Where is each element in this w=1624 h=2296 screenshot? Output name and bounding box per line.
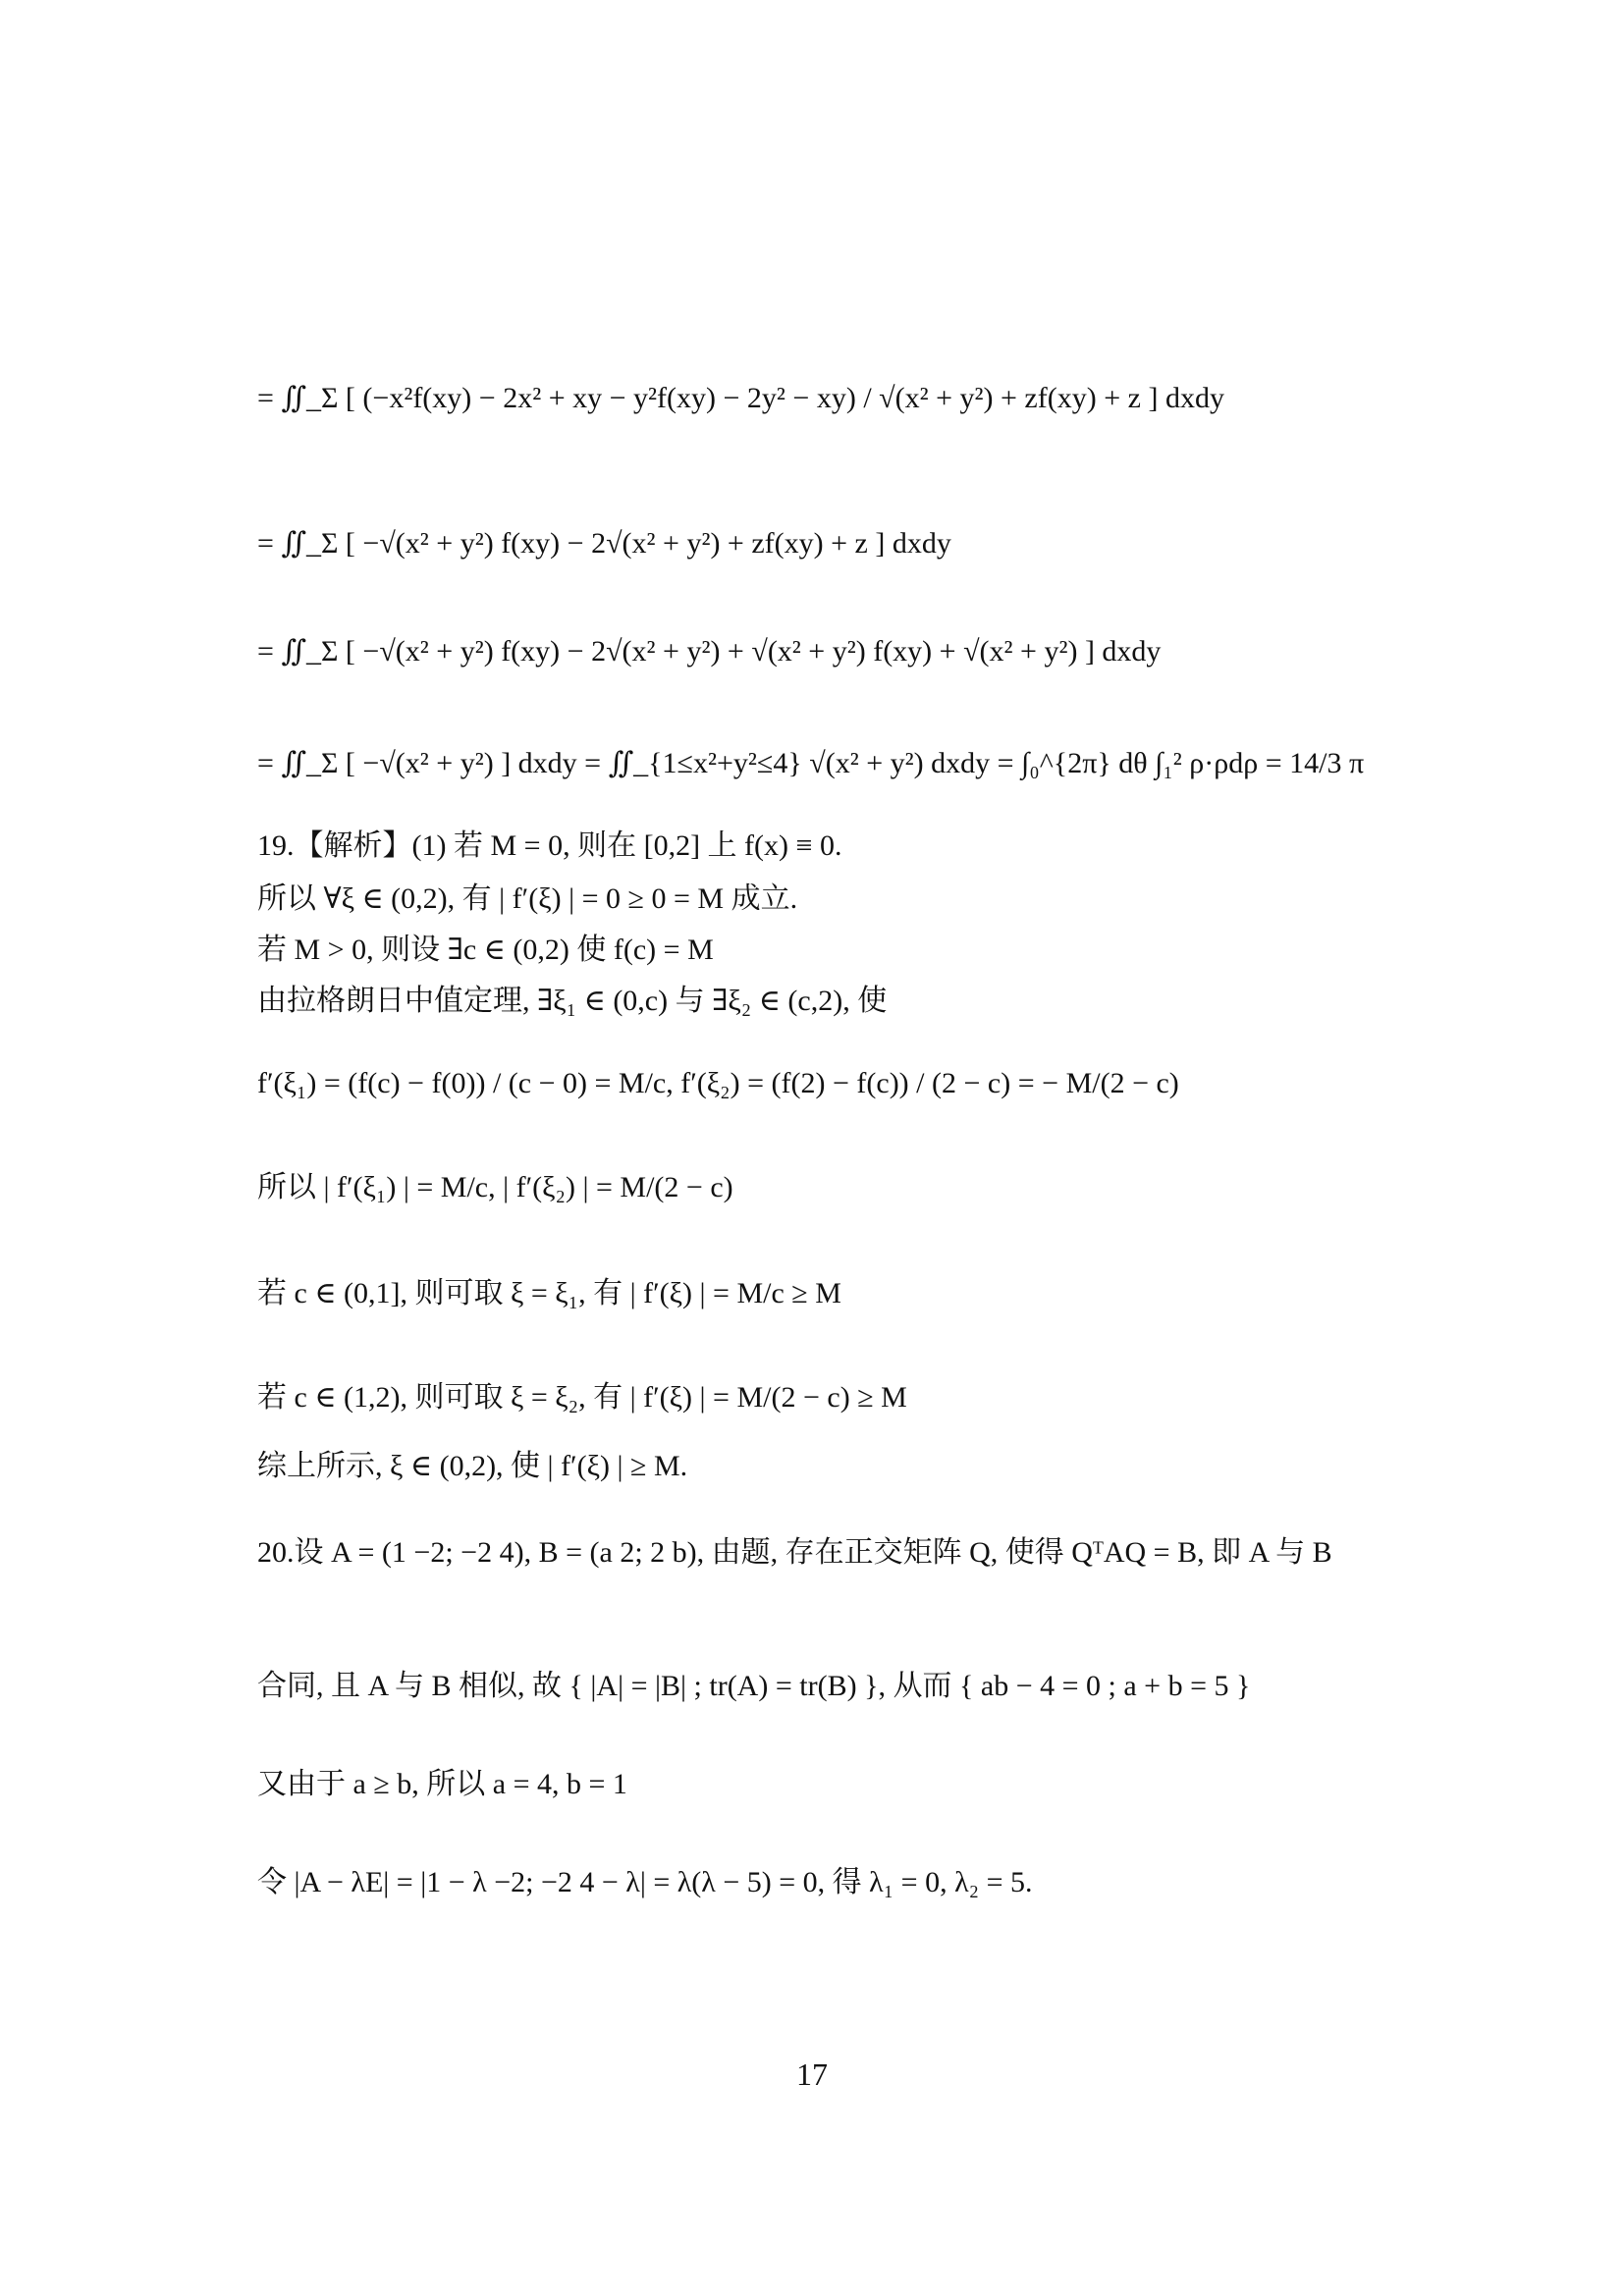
q19-line-2: 所以 ∀ξ ∈ (0,2), 有 | f′(ξ) | = 0 ≥ 0 = M 成立.: [257, 882, 798, 915]
q19-line-1: 19.【解析】(1) 若 M = 0, 则在 [0,2] 上 f(x) ≡ 0.: [257, 829, 842, 862]
q19-line-8: 若 c ∈ (1,2), 则可取 ξ = ξ₂, 有 | f′(ξ) | = M/(2 − c) ≥ M: [257, 1381, 907, 1414]
q20-line-2: 合同, 且 A 与 B 相似, 故 { |A| = |B| ; tr(A) = tr(B) }, 从而 { ab − 4 = 0 ; a + b = 5 }: [257, 1670, 1251, 1702]
q19-line-9: 综上所示, ξ ∈ (0,2), 使 | f′(ξ) | ≥ M.: [257, 1450, 688, 1482]
q20-line-1: 20.设 A = (1 −2; −2 4), B = (a 2; 2 b), 由题, 存在正交矩阵 Q, 使得 QᵀAQ = B, 即 A 与 B: [257, 1536, 1332, 1569]
page-number: 17: [796, 2056, 828, 2092]
equation-line-2: = ∬_Σ [ −√(x² + y²) f(xy) − 2√(x² + y²) + zf(xy) + z ] dxdy: [257, 527, 951, 560]
equation-line-4: = ∬_Σ [ −√(x² + y²) ] dxdy = ∬_{1≤x²+y²≤4} √(x² + y²) dxdy = ∫₀^{2π} dθ ∫₁² ρ·ρdρ = 14/3 π: [257, 747, 1365, 779]
q19-line-3: 若 M > 0, 则设 ∃c ∈ (0,2) 使 f(c) = M: [257, 934, 714, 966]
equation-line-1: = ∬_Σ [ (−x²f(xy) − 2x² + xy − y²f(xy) − 2y² − xy) / √(x² + y²) + zf(xy) + z ] dxdy: [257, 382, 1224, 414]
q19-line-6: 所以 | f′(ξ₁) | = M/c, | f′(ξ₂) | = M/(2 − c): [257, 1171, 733, 1203]
q19-line-7: 若 c ∈ (0,1], 则可取 ξ = ξ₁, 有 | f′(ξ) | = M/c ≥ M: [257, 1277, 841, 1309]
equation-line-3: = ∬_Σ [ −√(x² + y²) f(xy) − 2√(x² + y²) + √(x² + y²) f(xy) + √(x² + y²) ] dxdy: [257, 635, 1162, 667]
q19-line-5: f′(ξ₁) = (f(c) − f(0)) / (c − 0) = M/c, f′(ξ₂) = (f(2) − f(c)) / (2 − c) = − M/(2 − c): [257, 1067, 1179, 1099]
q20-line-3: 又由于 a ≥ b, 所以 a = 4, b = 1: [257, 1768, 627, 1800]
q20-line-4: 令 |A − λE| = |1 − λ −2; −2 4 − λ| = λ(λ − 5) = 0, 得 λ₁ = 0, λ₂ = 5.: [257, 1866, 1033, 1898]
q19-line-4: 由拉格朗日中值定理, ∃ξ₁ ∈ (0,c) 与 ∃ξ₂ ∈ (c,2), 使: [257, 985, 888, 1017]
